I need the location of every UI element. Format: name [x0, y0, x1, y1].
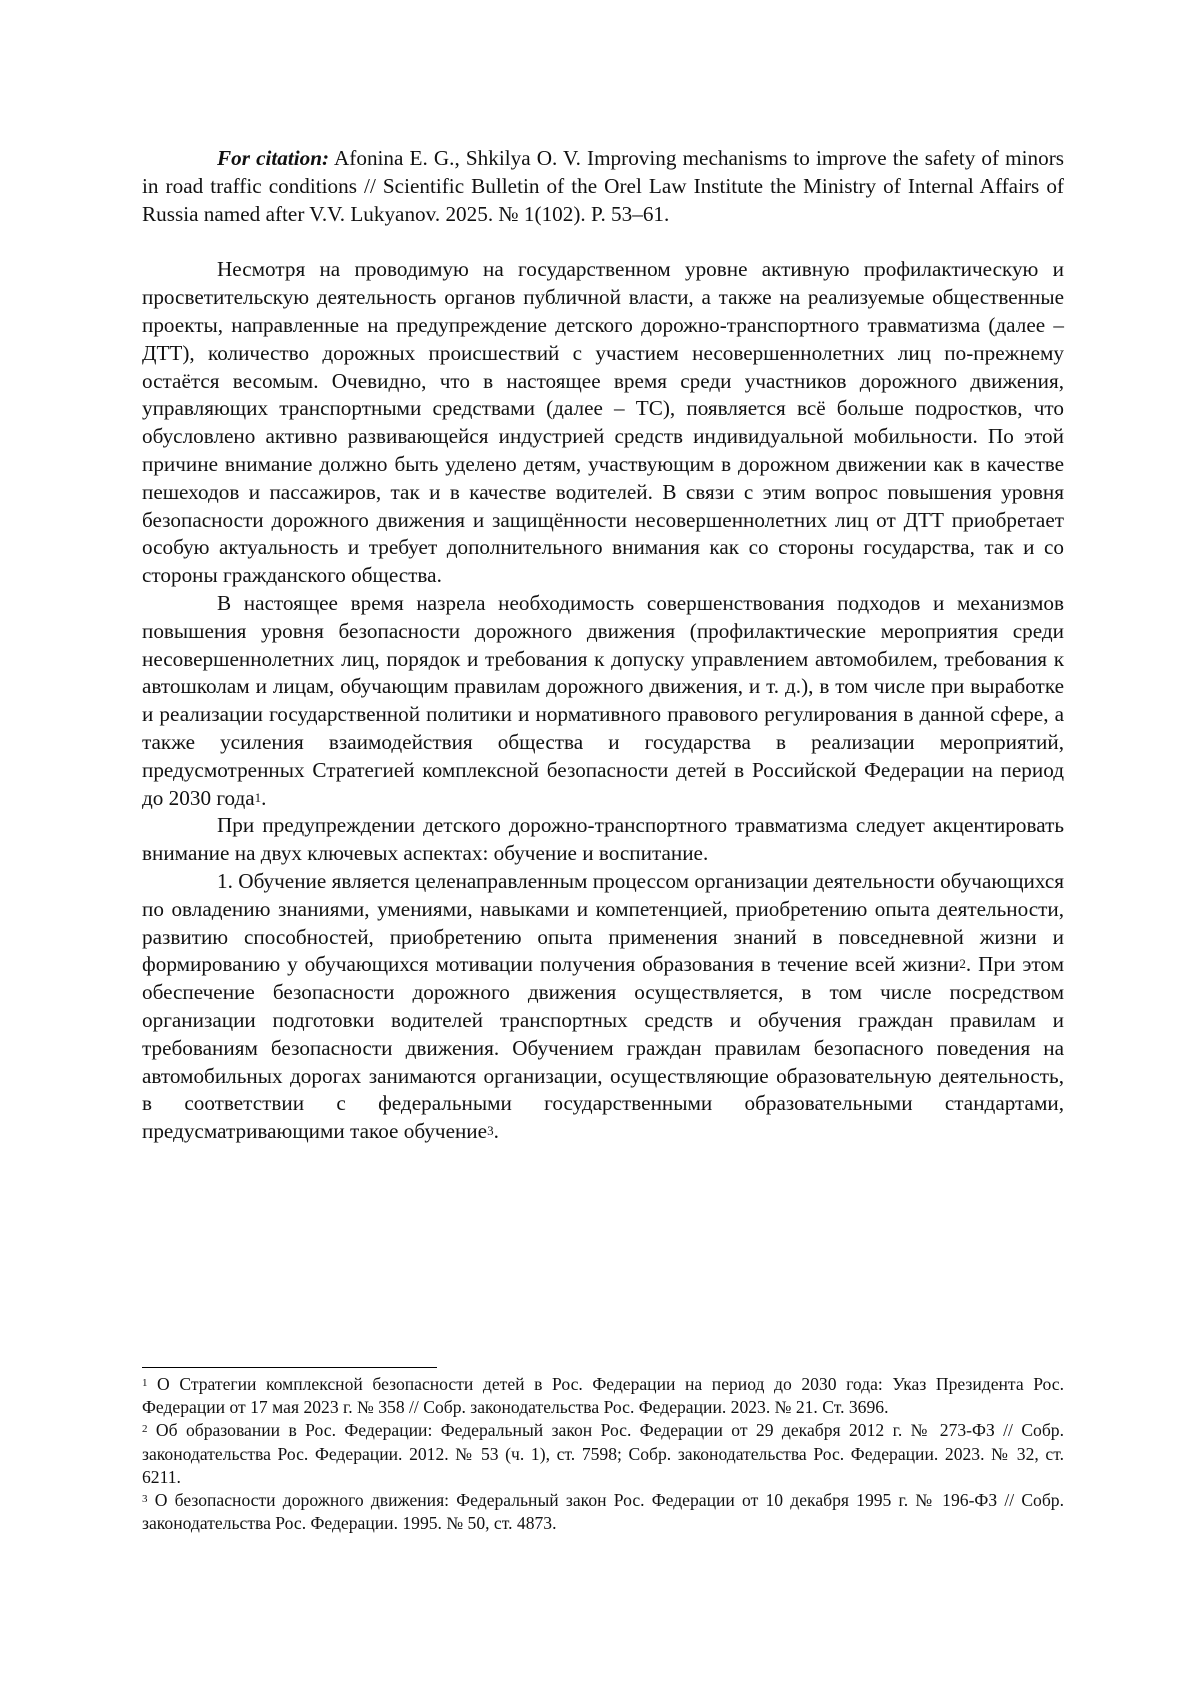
paragraph-4-text: 1. Обучение является целенаправленным процессом организации деятельности обучающихся по овладению знаниями, умениями, навыками и компетенцией, приобретению опыта деятельности, развитию способностей, приобретению опыта применения знаний в повседневной жизни и формированию у обучающихся мотивации получения образования в течение всей жизни: [142, 868, 1064, 977]
paragraph-2-tail: .: [261, 785, 267, 810]
footnote-ref-2: 2: [959, 956, 966, 972]
paragraph-2: [142, 590, 1064, 812]
footnote-separator: [142, 1367, 437, 1368]
footnote-1-number: 1: [142, 1377, 148, 1389]
paragraph-3-text: При предупреждении детского дорожно-транспортного травматизма следует акцентировать внимание на двух ключевых аспектах: обучение и воспитание.: [142, 813, 1064, 866]
paragraph-4-tail: .: [493, 1119, 499, 1144]
paragraph-2-text: В настоящее время назрела необходимость совершенствования подходов и механизмов повышения уровня безопасности дорожного движения (профилактические мероприятия среди несовершеннолетних лиц, порядок и требования к допуску управлением автомобилем, требования к автошколам и лицам, обучающим правилам дорожного движения, и т. д.), в том числе при выработке и реализации государственной политики и нормативного правового регулирования в данной сфере, а также усиления взаимодействия общества и государства в реализации мероприятий, предусмотренных Стратегией комплексной безопасности детей в Российской Федерации на период до 2030 года: [142, 590, 1064, 810]
footnotes: [142, 1373, 1064, 1535]
footnote-ref-3: 3: [487, 1123, 494, 1139]
paragraph-3: [142, 812, 1064, 868]
citation-text: Afonina E. G., Shkilya O. V. Improving mechanisms to improve the safety of minors in road traffic conditions // Scientific Bulletin of the Orel Law Institute the Ministry of Internal Affairs of Russia named after V.V. Lukyanov. 2025. № 1(102). P. 53–61.: [142, 146, 1065, 226]
footnote-2: [142, 1419, 1064, 1489]
footnote-ref-1: 1: [254, 789, 262, 805]
footnote-1-text: О Стратегии комплексной безопасности детей в Рос. Федерации на период до 2030 года: Указ Президента Рос. Федерации от 17 мая 2023 г. № 358 // Собр. законодательства Рос. Федерации. 2023. № 21. Ст. 3696.: [142, 1374, 1064, 1418]
main-text: [142, 145, 1064, 1146]
citation-lead: For citation:: [217, 146, 330, 170]
citation-paragraph: [142, 145, 1064, 228]
paragraph-1-text: Несмотря на проводимую на государственном уровне активную профилактическую и просветительскую деятельность органов публичной власти, а также на реализуемые общественные проекты, направленные на предупреждение детского дорожно-транспортного травматизма (далее – ДТТ), количество дорожных происшествий с участием несовершеннолетних лиц по-прежнему остаётся весомым. Очевидно, что в настоящее время среди участников дорожного движения, управляющих транспортными средствами (далее – ТС), появляется всё больше подростков, что обусловлено активно развивающейся индустрией средств индивидуальной мобильности. По этой причине внимание должно быть уделено детям, участвующим в дорожном движении как в качестве пешеходов и пассажиров, так и в качестве водителей. В связи с этим вопрос повышения уровня безопасности дорожного движения и защищённости несовершеннолетних лиц от ДТТ приобретает особую актуальность и требует дополнительного внимания как со стороны государства, так и со стороны гражданского общества.: [142, 257, 1064, 588]
footnote-2-number: 2: [142, 1423, 148, 1436]
footnote-3-number: 3: [142, 1493, 148, 1506]
footnote-3: [142, 1489, 1064, 1535]
paragraph-4-middle: . При этом обеспечение безопасности дорожного движения осуществляется, в том числе посредством организации подготовки водителей транспортных средств и обучения граждан правилам и требованиям безопасности движения. Обучением граждан правилам безопасного поведения на автомобильных дорогах занимаются организации, осуществляющие образовательную деятельность, в соответствии с федеральными государственными образовательными стандартами, предусматривающими такое обучение: [142, 952, 1064, 1144]
paragraph-1: [142, 256, 1064, 590]
footnote-3-text: О безопасности дорожного движения: Федеральный закон Рос. Федерации от 10 декабря 1995 г. № 196-ФЗ // Собр. законодательства Рос. Федерации. 1995. № 50, ст. 4873.: [142, 1490, 1064, 1534]
paragraph-4: [142, 868, 1064, 1146]
footnote-2-text: Об образовании в Рос. Федерации: Федеральный закон Рос. Федерации от 29 декабря 2012 г. № 273-ФЗ // Собр. законодательства Рос. Федерации. 2012. № 53 (ч. 1), ст. 7598; Собр. законодательства Рос. Федерации. 2023. № 32, ст. 6211.: [142, 1420, 1064, 1487]
footnote-1: [142, 1373, 1064, 1419]
